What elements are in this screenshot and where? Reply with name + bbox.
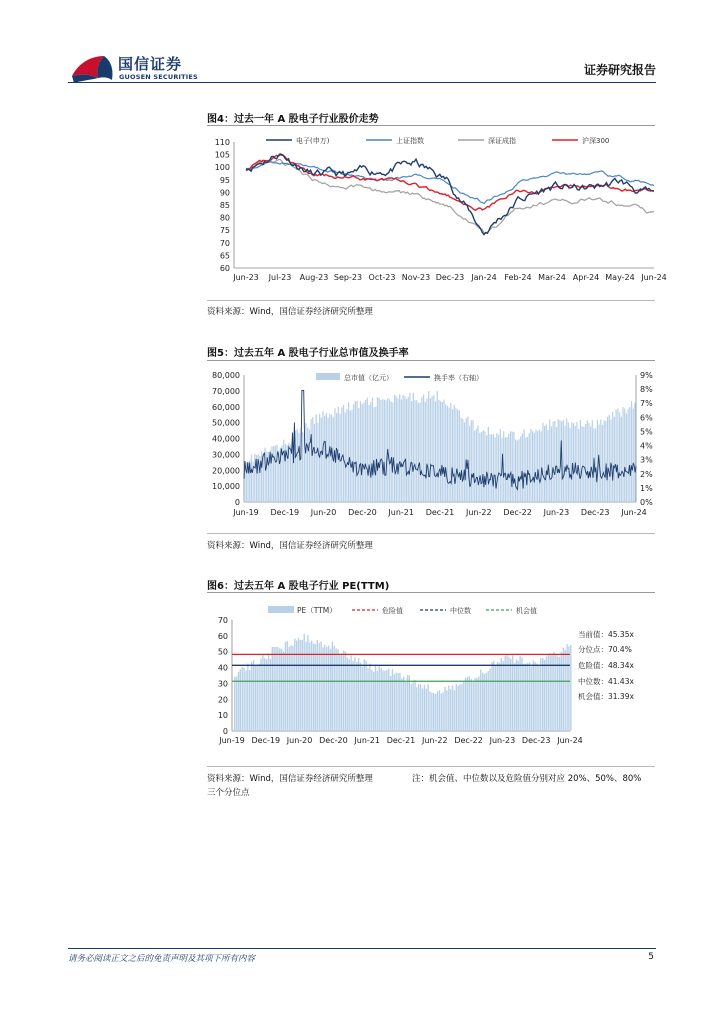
pe-bar xyxy=(493,661,494,731)
x-tick-label: Apr-24 xyxy=(572,273,600,282)
x-tick-label: Dec-21 xyxy=(386,736,416,745)
pe-bar xyxy=(319,643,320,731)
pe-bar xyxy=(343,651,344,732)
pe-bar xyxy=(525,664,526,731)
pe-bar xyxy=(414,680,415,731)
pe-bar xyxy=(371,670,372,731)
pe-bar xyxy=(362,667,363,731)
x-tick-label: Jun-19 xyxy=(233,508,259,517)
x-tick-label: Dec-19 xyxy=(251,736,281,745)
pe-bar xyxy=(375,665,376,731)
pe-bar xyxy=(536,664,537,731)
y-tick-label: 105 xyxy=(214,150,230,160)
pe-bar xyxy=(561,652,562,731)
pe-bar xyxy=(418,684,419,731)
pe-bar xyxy=(566,644,567,731)
y-left-tick-label: 0 xyxy=(234,498,240,507)
pe-bar xyxy=(245,671,246,731)
y-right-tick-label: 2% xyxy=(640,469,653,479)
pe-bar xyxy=(388,669,389,731)
pe-bar xyxy=(337,649,338,731)
pe-bar xyxy=(266,659,267,731)
legend-label: 机会值 xyxy=(516,607,537,615)
legend-label: 沪深300 xyxy=(582,137,610,145)
pe-bar xyxy=(471,679,472,731)
pe-bar xyxy=(234,677,235,731)
x-tick-label: Dec-23 xyxy=(521,736,551,745)
pe-bar xyxy=(300,640,301,731)
y-right-tick-label: 4% xyxy=(640,441,653,451)
x-tick-label: Dec-23 xyxy=(435,273,465,282)
pe-bar xyxy=(570,645,571,731)
legend-label: 深证成指 xyxy=(488,137,516,145)
pe-bar xyxy=(405,682,406,731)
pe-bar xyxy=(529,662,530,731)
x-tick-label: Jun-24 xyxy=(557,736,583,745)
x-tick-label: Jun-19 xyxy=(219,736,245,745)
fig6-title: 图6：过去五年 A 股电子行业 PE(TTM) xyxy=(207,581,390,592)
pe-bar xyxy=(429,691,430,731)
pe-bar xyxy=(521,657,522,731)
y-tick-label: 60 xyxy=(219,264,230,273)
x-tick-label: Jun-24 xyxy=(641,273,667,282)
pe-bar xyxy=(459,684,460,731)
pe-bar xyxy=(251,662,252,731)
pe-bar xyxy=(533,660,534,731)
y-left-tick-label: 50,000 xyxy=(212,418,240,428)
fig6-source: 资料来源：Wind，国信证券经济研究所整理 xyxy=(207,774,373,784)
y-right-tick-label: 5% xyxy=(640,427,653,437)
pe-bar xyxy=(322,647,323,731)
y-left-tick-label: 80,000 xyxy=(212,371,240,380)
fig4-source: 资料来源：Wind，国信证券经济研究所整理 xyxy=(207,307,373,317)
pe-bar xyxy=(386,670,387,731)
pe-bar xyxy=(313,644,314,731)
pe-bar xyxy=(330,649,331,731)
pe-bar xyxy=(437,691,438,731)
annotation-label: 中位数：41.43x xyxy=(578,677,634,686)
fig4-title: 图4：过去一年 A 股电子行业股价走势 xyxy=(207,114,379,125)
pe-bar xyxy=(508,657,509,731)
pe-bar xyxy=(416,687,417,731)
x-tick-label: Jun-20 xyxy=(310,508,337,517)
pe-bar xyxy=(294,639,295,731)
x-tick-label: Dec-22 xyxy=(503,508,532,517)
y-tick-label: 40 xyxy=(217,663,228,673)
x-tick-label: Dec-19 xyxy=(270,508,300,517)
y-tick-label: 65 xyxy=(219,251,230,261)
pe-bar xyxy=(285,642,286,731)
x-tick-label: Jun-21 xyxy=(354,736,380,745)
pe-bar xyxy=(304,634,305,731)
x-tick-label: Nov-23 xyxy=(401,273,431,282)
pe-bar xyxy=(412,681,413,731)
pe-bar xyxy=(350,655,351,731)
pe-bar xyxy=(473,682,474,732)
legend-label: 上证指数 xyxy=(396,137,424,145)
pe-bar xyxy=(401,679,402,732)
pe-bar xyxy=(491,662,492,731)
x-tick-label: Sep-23 xyxy=(333,273,363,282)
y-tick-label: 100 xyxy=(214,163,230,173)
y-tick-label: 0 xyxy=(222,727,228,736)
pe-bar xyxy=(315,644,316,731)
fig6-bottom-rule xyxy=(207,766,655,767)
pe-bar xyxy=(501,658,502,731)
pe-bar xyxy=(240,669,241,731)
pe-bar xyxy=(538,666,539,731)
x-tick-label: Jun-23 xyxy=(233,273,259,282)
pe-bar xyxy=(467,677,468,731)
pe-bar xyxy=(236,676,237,731)
pe-bar xyxy=(394,674,395,731)
pe-bar xyxy=(465,678,466,731)
x-tick-label: Jun-22 xyxy=(466,508,492,517)
pe-bar xyxy=(347,658,348,731)
footer-divider xyxy=(68,948,656,949)
pe-bar xyxy=(546,657,547,732)
pe-bar xyxy=(448,686,449,732)
pe-bar xyxy=(324,645,325,731)
pe-bar xyxy=(540,658,541,731)
pe-bar xyxy=(488,671,489,731)
x-tick-label: Jun-20 xyxy=(286,736,313,745)
y-tick-label: 60 xyxy=(217,631,228,641)
pe-bar xyxy=(326,647,327,731)
pe-bar xyxy=(450,689,451,731)
pe-bar xyxy=(392,669,393,731)
pe-bar xyxy=(369,664,370,732)
pe-bar xyxy=(272,647,273,731)
x-tick-label: Jun-23 xyxy=(543,508,570,517)
pe-bar xyxy=(534,662,535,731)
pe-bar xyxy=(527,663,528,731)
x-tick-label: Jun-23 xyxy=(489,736,516,745)
y-left-tick-label: 70,000 xyxy=(212,386,240,396)
pe-bar xyxy=(510,659,511,731)
pe-bar xyxy=(281,649,282,731)
x-tick-label: Jun-21 xyxy=(388,508,414,517)
pe-bar xyxy=(292,646,293,731)
y-right-tick-label: 6% xyxy=(640,413,653,423)
y-left-tick-label: 20,000 xyxy=(212,466,240,476)
y-tick-label: 70 xyxy=(219,238,230,248)
pe-bar xyxy=(411,684,412,731)
pe-bar xyxy=(441,694,442,731)
pe-bar xyxy=(309,642,310,731)
annotation-label: 当前值：45.35x xyxy=(578,630,634,639)
y-left-tick-label: 10,000 xyxy=(212,482,240,492)
pe-bar xyxy=(446,690,447,731)
y-tick-label: 20 xyxy=(217,695,228,705)
pe-bar xyxy=(403,677,404,731)
pe-bar xyxy=(431,693,432,731)
pe-bar xyxy=(264,658,265,731)
pe-bar xyxy=(456,684,457,731)
x-tick-label: Jun-24 xyxy=(621,508,647,517)
pe-bar xyxy=(424,685,425,731)
pe-bar xyxy=(260,658,261,731)
pe-bar xyxy=(489,668,490,731)
pe-bar xyxy=(442,692,443,731)
x-tick-label: Dec-23 xyxy=(580,508,610,517)
pe-bar xyxy=(409,675,410,731)
pe-bar xyxy=(356,662,357,731)
pe-bar xyxy=(305,642,306,731)
pe-bar xyxy=(352,661,353,731)
pe-bar xyxy=(258,664,259,731)
pe-bar xyxy=(463,681,464,731)
pe-bar xyxy=(249,670,250,731)
pe-bar xyxy=(531,667,532,731)
pe-bar xyxy=(518,661,519,731)
pe-bar xyxy=(358,658,359,731)
pe-bar xyxy=(506,655,507,731)
x-tick-label: Aug-23 xyxy=(299,273,329,282)
x-tick-label: Feb-24 xyxy=(504,273,532,282)
pe-bar xyxy=(277,647,278,731)
pe-bar xyxy=(497,662,498,731)
pe-bar xyxy=(275,647,276,731)
pe-bar xyxy=(495,665,496,731)
legend-swatch-bars xyxy=(268,606,294,613)
pe-bar xyxy=(384,671,385,731)
pe-bar xyxy=(568,646,569,731)
pe-bar xyxy=(390,676,391,731)
pe-bar xyxy=(420,684,421,731)
fig5-source: 资料来源：Wind，国信证券经济研究所整理 xyxy=(207,541,373,551)
pe-bar xyxy=(565,650,566,731)
x-tick-label: Jan-24 xyxy=(471,273,497,282)
pe-bar xyxy=(270,659,271,731)
y-tick-label: 30 xyxy=(217,679,228,689)
y-left-tick-label: 40,000 xyxy=(212,434,240,444)
pe-bar xyxy=(503,661,504,731)
pe-bar xyxy=(514,663,515,731)
logo-text-cn: 国信证券 xyxy=(118,55,183,73)
pe-bar xyxy=(360,663,361,732)
pe-bar xyxy=(367,668,368,731)
pe-bar xyxy=(542,658,543,731)
pe-bar xyxy=(257,665,258,731)
pe-bar xyxy=(379,666,380,731)
x-tick-label: Oct-23 xyxy=(368,273,396,282)
pe-bar xyxy=(328,646,329,731)
pe-bar xyxy=(381,668,382,731)
pe-bar xyxy=(349,659,350,731)
pe-bar xyxy=(302,640,303,731)
y-right-tick-label: 8% xyxy=(640,385,653,395)
pe-bar xyxy=(427,684,428,731)
x-tick-label: Jul-23 xyxy=(268,273,292,282)
pe-bar xyxy=(290,645,291,731)
pe-bar xyxy=(382,670,383,731)
pe-bar xyxy=(433,693,434,731)
pe-bar xyxy=(458,686,459,731)
pe-bar xyxy=(559,657,560,731)
pe-bar xyxy=(279,648,280,731)
pe-bar xyxy=(544,660,545,731)
y-tick-label: 70 xyxy=(217,616,228,625)
pe-bar xyxy=(435,694,436,731)
pe-bar xyxy=(364,659,365,731)
y-tick-label: 80 xyxy=(219,213,230,223)
legend-label: 中位数 xyxy=(450,607,471,615)
y-tick-label: 75 xyxy=(219,226,230,236)
legend-label: 危险值 xyxy=(382,607,403,615)
pe-bar xyxy=(247,664,248,731)
pe-bar xyxy=(335,648,336,731)
annotation-label: 危险值：48.34x xyxy=(578,661,634,670)
pe-bar xyxy=(253,660,254,731)
y-tick-label: 10 xyxy=(217,711,228,721)
pe-bar xyxy=(499,663,500,731)
pe-bar xyxy=(407,675,408,731)
annotation-label: 机会值：31.39x xyxy=(578,692,634,701)
logo-text-en: GUOSEN SECURITIES xyxy=(119,73,198,81)
y-tick-label: 85 xyxy=(219,201,230,210)
pe-bar xyxy=(480,670,481,732)
legend-label: 电子(申万) xyxy=(296,137,330,145)
x-tick-label: Dec-22 xyxy=(454,736,483,745)
pe-bar xyxy=(516,660,517,732)
pe-bar xyxy=(345,652,346,732)
pe-bar xyxy=(426,689,427,731)
fig6-note: 注：机会值、中位数以及危险值分别对应 20%、50%、80% xyxy=(412,774,642,784)
y-right-tick-label: 0% xyxy=(640,498,653,507)
pe-bar xyxy=(476,678,477,731)
pe-bar xyxy=(469,676,470,731)
x-tick-label: May-24 xyxy=(605,273,635,282)
pe-bar xyxy=(298,638,299,731)
pe-bar xyxy=(365,661,366,731)
pe-bar xyxy=(454,690,455,731)
pe-bar xyxy=(512,655,513,731)
pe-bar xyxy=(255,665,256,731)
y-right-tick-label: 7% xyxy=(640,399,653,409)
pe-bar xyxy=(307,635,308,731)
pe-bar xyxy=(320,642,321,731)
pe-bar xyxy=(377,671,378,731)
y-tick-label: 50 xyxy=(217,647,228,657)
pe-bar xyxy=(553,652,554,731)
pe-bar xyxy=(504,656,505,731)
y-left-tick-label: 30,000 xyxy=(212,450,240,460)
pe-bar xyxy=(422,689,423,731)
x-tick-label: Dec-20 xyxy=(319,736,348,745)
pe-bar xyxy=(334,646,335,731)
pe-bar xyxy=(474,678,475,731)
y-right-tick-label: 9% xyxy=(640,371,653,380)
pe-bar xyxy=(283,652,284,732)
pe-bar xyxy=(444,687,445,731)
y-left-tick-label: 60,000 xyxy=(212,402,240,412)
x-tick-label: Jun-22 xyxy=(422,736,448,745)
y-tick-label: 90 xyxy=(219,188,230,198)
pe-bar xyxy=(484,674,485,731)
legend-label: 总市值（亿元） xyxy=(344,374,393,382)
page-number: 5 xyxy=(648,952,654,962)
pe-bar xyxy=(243,668,244,731)
annotation-label: 分位点：70.4% xyxy=(578,645,632,654)
pe-bar xyxy=(557,656,558,731)
pe-bar xyxy=(289,647,290,731)
pe-bar xyxy=(273,647,274,731)
pe-bar xyxy=(519,656,520,731)
fig5-title: 图5：过去五年 A 股电子行业总市值及换手率 xyxy=(207,348,409,359)
legend-label: 换手率（右轴） xyxy=(434,374,483,382)
pe-bar xyxy=(563,648,564,731)
report-type: 证券研究报告 xyxy=(583,63,656,77)
pe-bar xyxy=(461,684,462,731)
pe-bar xyxy=(523,664,524,731)
pe-bar xyxy=(478,677,479,732)
legend-label: PE（TTM） xyxy=(297,606,337,615)
pe-bar xyxy=(354,657,355,731)
y-tick-label: 110 xyxy=(214,138,230,147)
footer-disclaimer: 请务必阅读正文之后的免责声明及其项下所有内容 xyxy=(68,954,256,964)
y-tick-label: 95 xyxy=(219,175,230,185)
y-right-tick-label: 1% xyxy=(640,483,653,493)
pe-bar xyxy=(452,685,453,731)
y-right-tick-label: 3% xyxy=(640,455,653,465)
pe-bar xyxy=(439,690,440,731)
x-tick-label: Dec-21 xyxy=(425,508,455,517)
x-tick-label: Mar-24 xyxy=(538,273,566,282)
x-tick-label: Dec-20 xyxy=(348,508,377,517)
fig6-note-cont: 三个分位点 xyxy=(207,788,250,798)
pe-bar xyxy=(242,667,243,731)
pe-bar xyxy=(548,655,549,732)
